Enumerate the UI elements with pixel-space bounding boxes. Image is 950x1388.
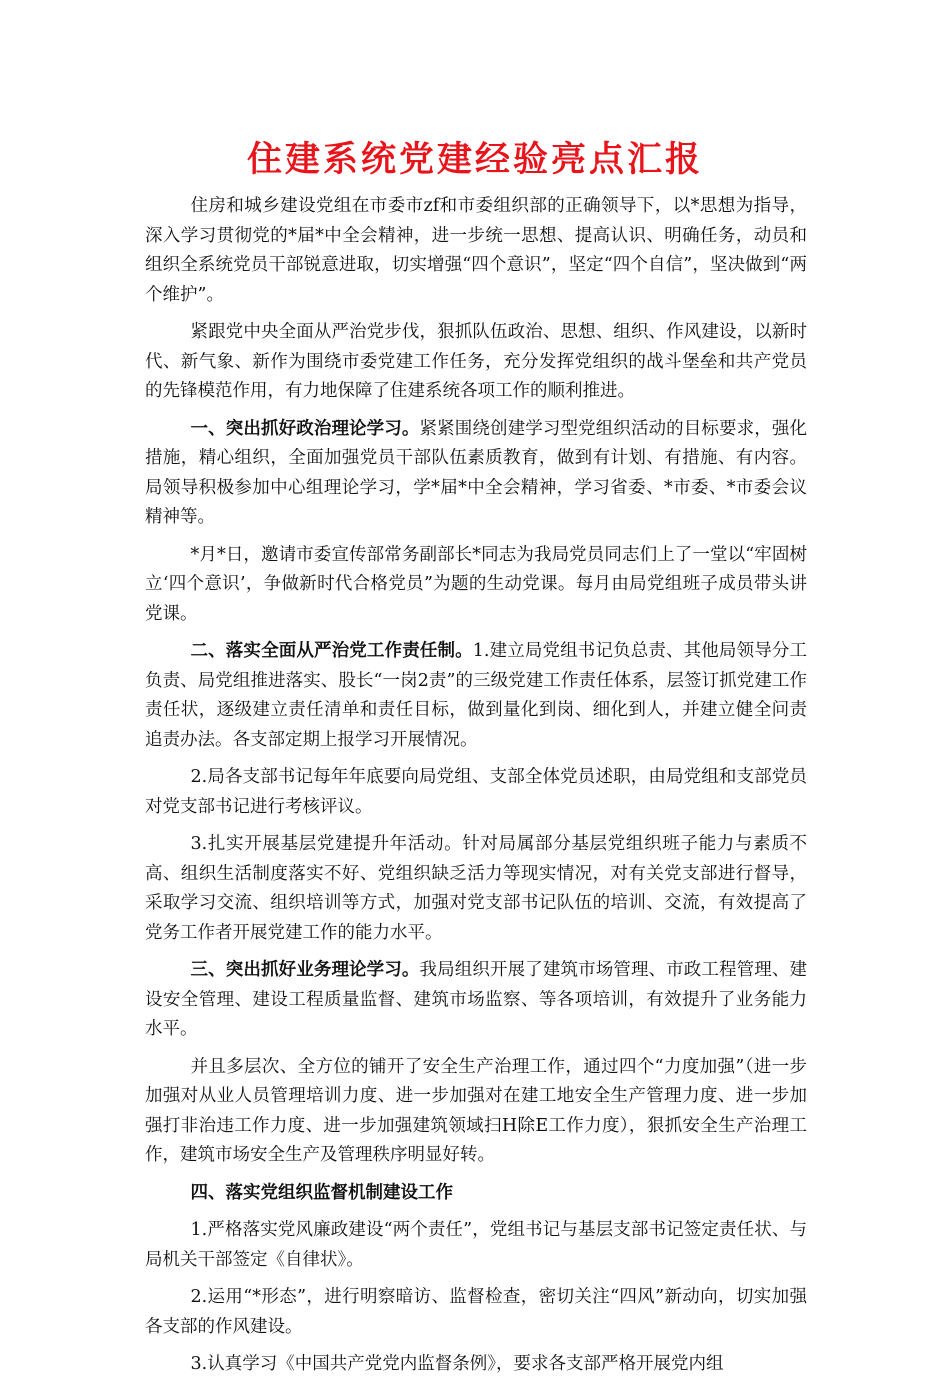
section-three-paragraph — [145, 956, 807, 1045]
paragraph-text: 3.认真学习《中国共产党党内监督条例》，要求各支部严格开展党内组 — [190, 1354, 724, 1374]
section-heading-one: 一、突出抓好政治理论学习。 — [190, 418, 420, 439]
section-heading-three: 三、突出抓好业务理论学习。 — [190, 960, 420, 980]
document-body — [145, 192, 807, 1388]
paragraph-text: 1.建立局党组书记负总责、其他局领导分工负责、局党组推进落实、股长“一岗2责”的三级党建工作责任体系，层签订抓党建工作责任状，逐级建立责任清单和责任目标，做到量化到岗、细化到人，并建立健全问责追责办法。各支部定期上报学习开展情况。 — [145, 641, 808, 750]
paragraph-text: 紧紧围绕创建学习型党组织活动的目标要求，强化措施，精心组织，全面加强党员干部队伍素质教育，做到有计划、有措施、有内容。局领导积极参加中心组理论学习，学*届*中全会精神，学习省委、*市委、*市委会议精神等。 — [145, 418, 808, 527]
paragraph-1 — [145, 192, 807, 310]
section-two-paragraph — [145, 637, 807, 755]
paragraph-11 — [145, 1216, 807, 1275]
section-four-heading — [145, 1179, 807, 1209]
paragraph-text: 3.扎实开展基层党建提升年活动。针对局属部分基层党组织班子能力与素质不高、组织生活制度落实不好、党组织缺乏活力等现实情况，对有关党支部进行督导，采取学习交流、组织培训等方式，加强对党支部书记队伍的培训、交流，有效提高了党务工作者开展党建工作的能力水平。 — [145, 834, 807, 943]
paragraph-text: 住房和城乡建设党组在市委市zf和市委组织部的正确领导下，以*思想为指导，深入学习贯彻党的*届*中全会精神，进一步统一思想、提高认识、明确任务，动员和组织全系统党员干部锐意进取，切实增强“四个意识”，坚定“四个自信”，坚决做到“两个维护”。 — [145, 196, 807, 305]
paragraph-text: 紧跟党中央全面从严治党步伐，狠抓队伍政治、思想、组织、作风建设，以新时代、新气象、新作为围绕市委党建工作任务，充分发挥党组织的战斗堡垒和共产党员的先锋模范作用，有力地保障了住建系统各项工作的顺利推进。 — [145, 322, 807, 401]
paragraph-text: 并且多层次、全方位的铺开了安全生产治理工作，通过四个“力度加强”（进一步加强对从业人员管理培训力度、进一步加强对在建工地安全生产管理力度、进一步加强打非治违工作力度、进一步加强建筑领域扫H除E工作力度），狠抓安全生产治理工作，建筑市场安全生产及管理秩序明显好转。 — [145, 1056, 807, 1165]
paragraph-12 — [145, 1283, 807, 1342]
paragraph-4 — [145, 541, 807, 630]
paragraph-6 — [145, 763, 807, 822]
paragraph-text: 2.运用“*形态”，进行明察暗访、监督检查，密切关注“四风”新动向，切实加强各支部的作风建设。 — [145, 1287, 807, 1337]
section-heading-two: 二、落实全面从严治党工作责任制。 — [190, 641, 473, 661]
section-one-paragraph — [145, 415, 807, 533]
paragraph-text: 我局组织开展了建筑市场管理、市政工程管理、建设安全管理、建设工程质量监督、建筑市场监察、等各项培训，有效提升了业务能力水平。 — [145, 960, 808, 1039]
paragraph-9 — [145, 1053, 807, 1171]
document-title: 住建系统党建经验亮点汇报 — [246, 139, 703, 180]
paragraph-text: 2.局各支部书记每年年底要向局党组、支部全体党员述职，由局党组和支部党员对党支部书记进行考核评议。 — [145, 767, 807, 817]
paragraph-text: *月*日，邀请市委宣传部常务副部长*同志为我局党员同志们上了一堂以“牢固树立‘四个意识’，争做新时代合格党员”为题的生动党课。每月由局党组班子成员带头讲党课。 — [145, 544, 807, 624]
paragraph-7 — [145, 830, 807, 948]
section-heading-four: 四、落实党组织监督机制建设工作 — [190, 1182, 453, 1203]
paragraph-2 — [145, 318, 807, 407]
paragraph-text: 1.严格落实党风廉政建设“两个责任”，党组书记与基层支部书记签定责任状、与局机关干部签定《自律状》。 — [145, 1220, 807, 1270]
paragraph-13 — [145, 1350, 807, 1380]
